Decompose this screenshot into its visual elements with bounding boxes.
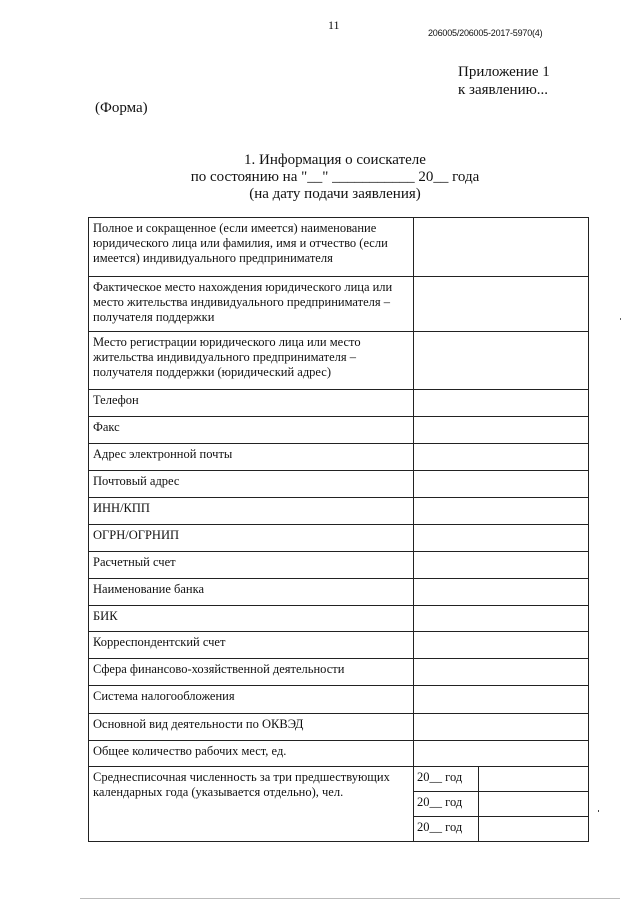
row-value-field[interactable] [414,218,589,277]
row-value-field[interactable] [414,714,589,741]
table-row [89,277,589,332]
row-value-field[interactable] [414,686,589,714]
table-row [89,632,589,659]
scan-speck [620,318,621,320]
row-label: Полное и сокращенное (если имеется) наименование юридического лица или фамилия, имя и отчество (если имеется) индивидуального предпринимателя [89,218,414,277]
row-value-field[interactable] [414,444,589,471]
row-label: Почтовый адрес [89,471,414,498]
row-value-field[interactable] [414,498,589,525]
row-value-field[interactable] [414,471,589,498]
row-value-field[interactable] [414,277,589,332]
row-label: Факс [89,417,414,444]
year-value-field[interactable] [479,817,589,842]
year-label: 20__ год [414,817,479,842]
row-value-field[interactable] [414,332,589,390]
year-value-field[interactable] [479,792,589,817]
row-label: Телефон [89,390,414,417]
title-line-1: 1. Информация о соискателе [244,152,426,168]
title-line-3: (на дату подачи заявления) [249,186,421,202]
form-label: (Форма) [95,100,148,116]
appendix-line-1: Приложение 1 [458,64,550,80]
row-value-field[interactable] [414,741,589,767]
row-label: ОГРН/ОГРНИП [89,525,414,552]
row-label: Адрес электронной почты [89,444,414,471]
table-row [89,390,589,417]
row-label: БИК [89,606,414,632]
scan-speck [598,810,599,812]
row-label: Фактическое место нахождения юридического лица или место жительства индивидуального предпринимателя – получателя поддержки [89,277,414,332]
row-label: Наименование банка [89,579,414,606]
applicant-info-table [88,217,589,842]
table-row [89,606,589,632]
scan-edge-line [80,898,620,899]
row-label: Основной вид деятельности по ОКВЭД [89,714,414,741]
year-label: 20__ год [414,767,479,792]
table-row [89,444,589,471]
table-row [89,218,589,277]
table-row [89,686,589,714]
row-label: Корреспондентский счет [89,632,414,659]
table-row [89,659,589,686]
table-row [89,767,589,792]
row-label: Расчетный счет [89,552,414,579]
row-value-field[interactable] [414,579,589,606]
section-title [0,152,640,203]
row-value-field[interactable] [414,552,589,579]
row-value-field[interactable] [414,390,589,417]
row-value-field[interactable] [414,632,589,659]
headcount-label: Среднесписочная численность за три предшествующих календарных года (указывается отдельно), чел. [89,767,414,842]
row-label: Сфера финансово-хозяйственной деятельности [89,659,414,686]
document-reference: 206005/206005-2017-5970(4) [428,28,543,38]
table-row [89,417,589,444]
title-line-2: по состоянию на "__" ___________ 20__ года [190,169,480,185]
year-label: 20__ год [414,792,479,817]
page-number: 11 [328,18,340,32]
row-value-field[interactable] [414,525,589,552]
table-row [89,714,589,741]
row-value-field[interactable] [414,606,589,632]
table-row [89,741,589,767]
row-value-field[interactable] [414,659,589,686]
table-row [89,579,589,606]
table-row [89,498,589,525]
row-label: Место регистрации юридического лица или место жительства индивидуального предпринимателя – получателя поддержки (юридический адрес) [89,332,414,390]
table-row [89,552,589,579]
row-value-field[interactable] [414,417,589,444]
row-label: ИНН/КПП [89,498,414,525]
table-row [89,471,589,498]
row-label: Общее количество рабочих мест, ед. [89,741,414,767]
year-value-field[interactable] [479,767,589,792]
appendix-line-2: к заявлению... [458,82,549,98]
row-label: Система налогообложения [89,686,414,714]
table-row [89,525,589,552]
appendix-heading [458,63,550,99]
table-row [89,332,589,390]
